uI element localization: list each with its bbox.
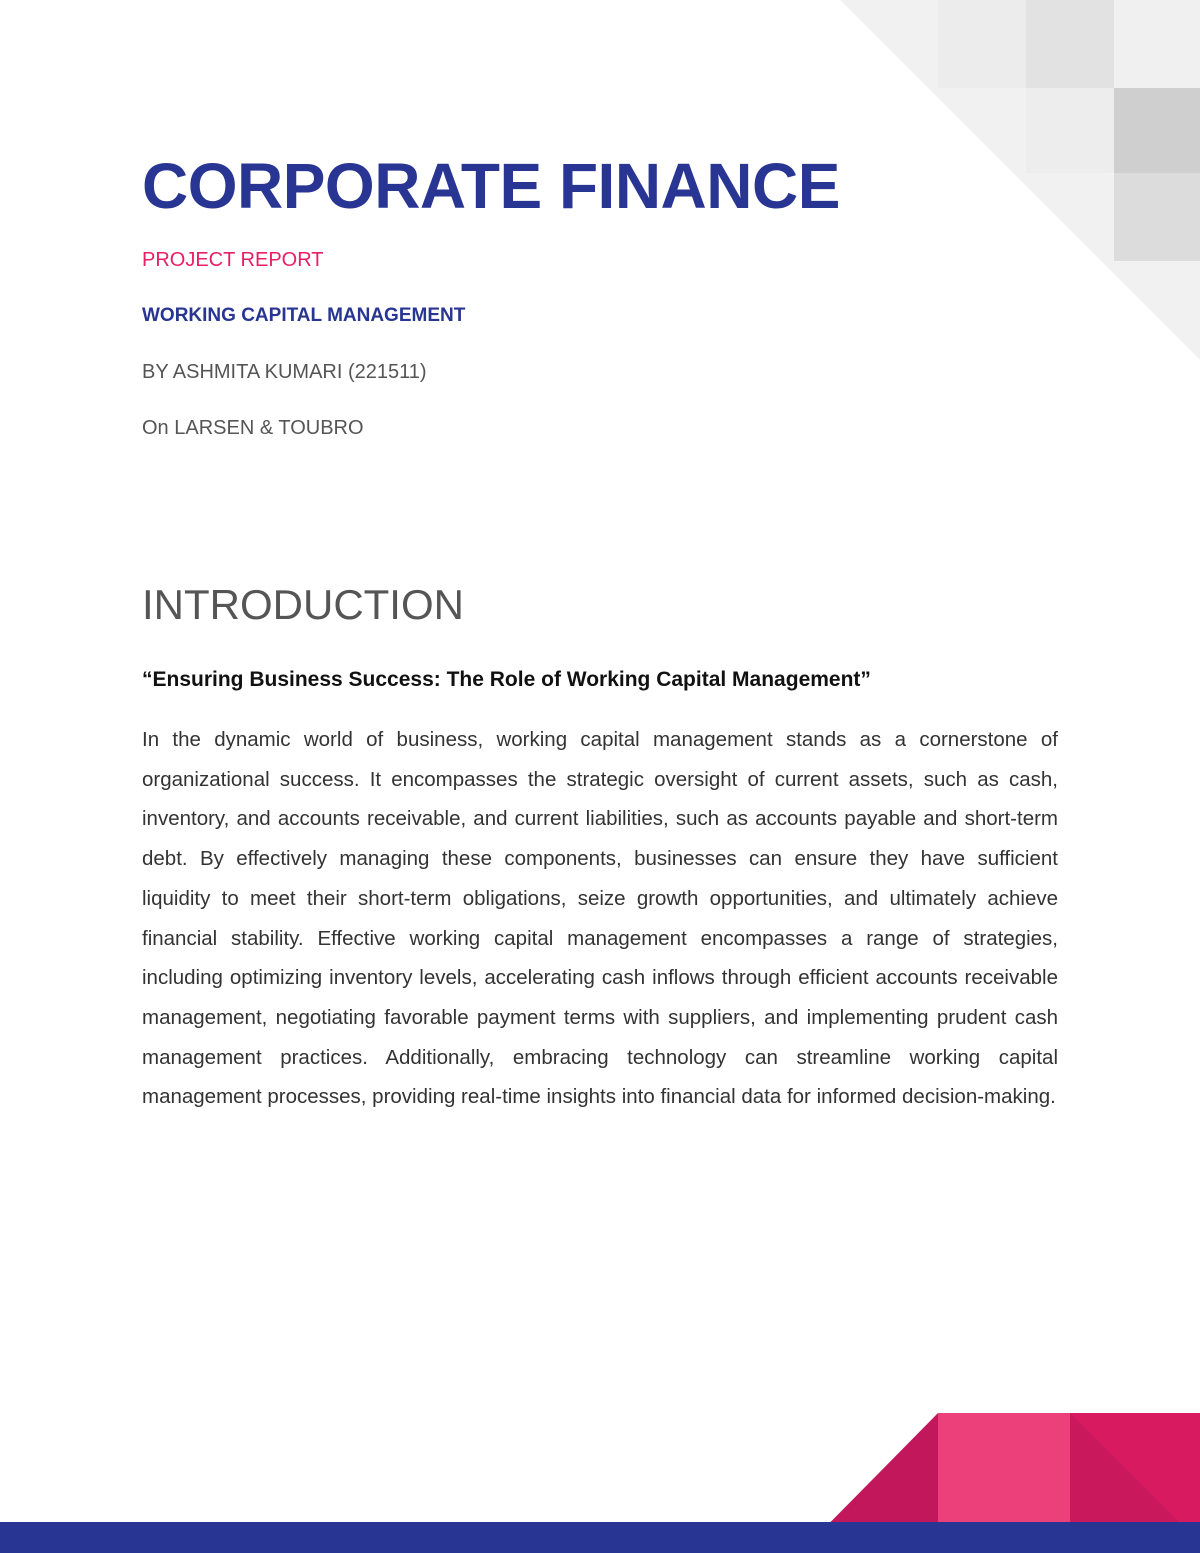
document-content (142, 150, 1058, 1117)
document-title: CORPORATE FINANCE (142, 150, 840, 222)
introduction-body: In the dynamic world of business, working capital management stands as a cornerstone of organizational success. It encompasses the strategic oversight of current assets, such as cash, inventory, and accounts receivable, and current liabilities, such as accounts payable and short-term debt. By effectively managing these components, businesses can ensure they have sufficient liquidity to meet their short-term obligations, seize growth opportunities, and ultimately achieve financial stability. Effective working capital management encompasses a range of strategies, including optimizing inventory levels, accelerating cash inflows through efficient accounts receivable management, negotiating favorable payment terms with suppliers, and implementing prudent cash management practices. Additionally, embracing technology can streamline working capital management processes, providing real-time insights into financial data for informed decision-making. (142, 728, 1058, 1109)
report-topic: WORKING CAPITAL MANAGEMENT (142, 305, 466, 326)
introduction-heading: INTRODUCTION (142, 581, 464, 628)
document-subtitle: PROJECT REPORT (142, 249, 324, 271)
footer-bar (0, 1522, 1200, 1553)
author-line: BY ASHMITA KUMARI (221511) (142, 361, 427, 383)
introduction-quote: “Ensuring Business Success: The Role of Working Capital Management” (142, 668, 871, 691)
company-line: On LARSEN & TOUBRO (142, 417, 364, 439)
